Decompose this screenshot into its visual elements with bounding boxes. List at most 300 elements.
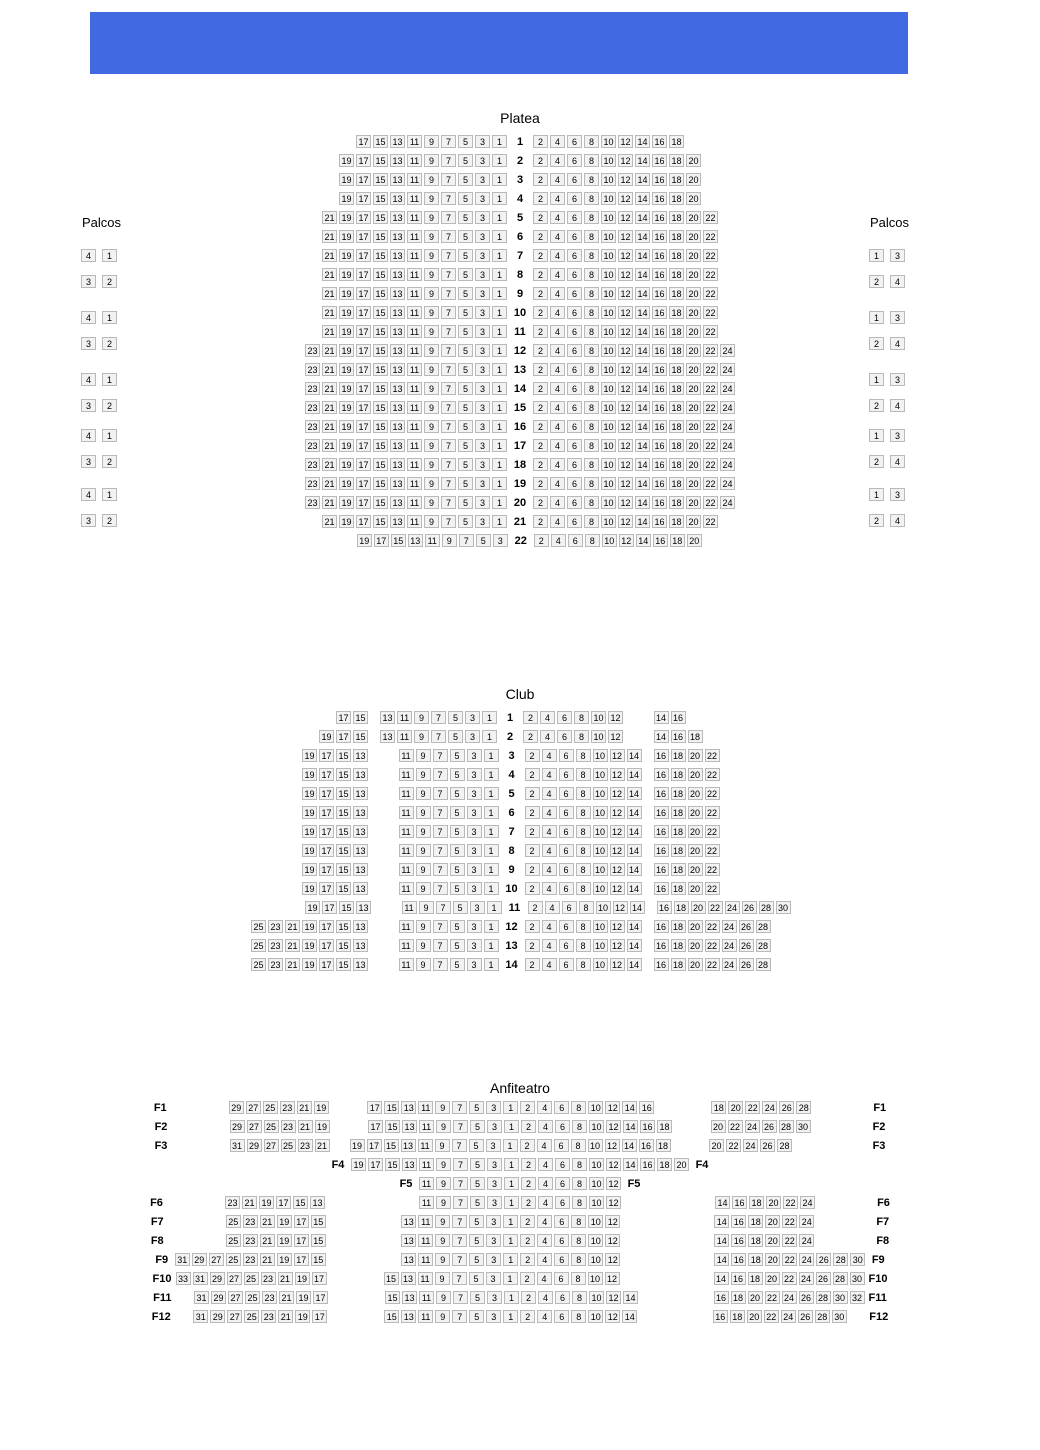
seat[interactable]: 5 (450, 844, 465, 857)
seat[interactable]: 15 (385, 1158, 400, 1171)
seat[interactable]: 10 (593, 844, 608, 857)
seat[interactable]: 26 (816, 1253, 831, 1266)
seat[interactable]: 24 (722, 958, 737, 971)
seat[interactable]: 4 (540, 730, 555, 743)
seat[interactable]: 27 (246, 1101, 261, 1114)
seat[interactable]: 1 (484, 844, 499, 857)
seat[interactable]: 8 (584, 154, 599, 167)
seat[interactable]: 16 (652, 458, 667, 471)
seat[interactable]: 15 (373, 173, 388, 186)
seat[interactable]: 3 (475, 458, 490, 471)
seat[interactable]: 2 (869, 337, 884, 350)
seat[interactable]: 6 (554, 1101, 569, 1114)
seat[interactable]: 22 (745, 1101, 760, 1114)
seat[interactable]: 16 (654, 920, 669, 933)
seat[interactable]: 3 (487, 1291, 502, 1304)
seat[interactable]: 18 (669, 268, 684, 281)
seat[interactable]: 13 (380, 730, 395, 743)
seat[interactable]: 20 (747, 1310, 762, 1323)
seat[interactable]: 4 (550, 325, 565, 338)
seat[interactable]: 9 (424, 173, 439, 186)
seat[interactable]: 11 (407, 268, 422, 281)
seat[interactable]: 13 (402, 1158, 417, 1171)
seat[interactable]: 1 (492, 135, 507, 148)
seat[interactable]: 27 (209, 1253, 224, 1266)
seat[interactable]: 2 (525, 844, 540, 857)
seat[interactable]: 10 (601, 230, 616, 243)
seat[interactable]: 18 (669, 211, 684, 224)
seat[interactable]: 1 (504, 1158, 519, 1171)
seat[interactable]: 2 (533, 344, 548, 357)
seat[interactable]: 13 (353, 825, 368, 838)
seat[interactable]: 16 (657, 901, 672, 914)
seat[interactable]: 25 (226, 1215, 241, 1228)
seat[interactable]: 17 (356, 249, 371, 262)
seat[interactable]: 5 (458, 287, 473, 300)
seat[interactable]: 29 (210, 1272, 225, 1285)
seat[interactable]: 1 (504, 1177, 519, 1190)
seat[interactable]: 6 (568, 534, 583, 547)
seat[interactable]: 12 (606, 1120, 621, 1133)
seat[interactable]: 2 (533, 325, 548, 338)
seat[interactable]: 22 (765, 1291, 780, 1304)
seat[interactable]: 14 (635, 515, 650, 528)
seat[interactable]: 12 (618, 496, 633, 509)
seat[interactable]: 4 (550, 249, 565, 262)
seat[interactable]: 17 (356, 458, 371, 471)
seat[interactable]: 15 (373, 401, 388, 414)
seat[interactable]: 4 (890, 455, 905, 468)
seat[interactable]: 1 (492, 382, 507, 395)
seat[interactable]: 4 (545, 901, 560, 914)
seat[interactable]: 31 (175, 1253, 190, 1266)
seat[interactable]: 12 (606, 1158, 621, 1171)
seat[interactable]: 3 (475, 477, 490, 490)
seat[interactable]: 1 (492, 154, 507, 167)
seat[interactable]: 3 (486, 1253, 501, 1266)
seat[interactable]: 23 (262, 1291, 277, 1304)
seat[interactable]: 2 (521, 1120, 536, 1133)
seat[interactable]: 6 (559, 825, 574, 838)
seat[interactable]: 21 (285, 958, 300, 971)
seat[interactable]: 20 (686, 496, 701, 509)
seat[interactable]: 20 (686, 420, 701, 433)
seat[interactable]: 15 (339, 901, 354, 914)
seat[interactable]: 10 (593, 920, 608, 933)
seat[interactable]: 11 (418, 1310, 433, 1323)
seat[interactable]: 16 (731, 1234, 746, 1247)
seat[interactable]: 10 (593, 882, 608, 895)
seat[interactable]: 6 (567, 287, 582, 300)
seat[interactable]: 11 (419, 1196, 434, 1209)
seat[interactable]: 12 (618, 230, 633, 243)
seat[interactable]: 22 (703, 515, 718, 528)
seat[interactable]: 19 (296, 1291, 311, 1304)
seat[interactable]: 6 (567, 249, 582, 262)
seat[interactable]: 17 (356, 515, 371, 528)
seat[interactable]: 16 (652, 287, 667, 300)
seat[interactable]: 16 (654, 844, 669, 857)
seat[interactable]: 2 (533, 496, 548, 509)
seat[interactable]: 8 (584, 439, 599, 452)
seat[interactable]: 7 (453, 1196, 468, 1209)
seat[interactable]: 3 (487, 1120, 502, 1133)
seat[interactable]: 22 (782, 1234, 797, 1247)
seat[interactable]: 5 (458, 382, 473, 395)
seat[interactable]: 21 (260, 1215, 275, 1228)
seat[interactable]: 25 (226, 1253, 241, 1266)
seat[interactable]: 13 (310, 1196, 325, 1209)
seat[interactable]: 19 (339, 477, 354, 490)
seat[interactable]: 23 (225, 1196, 240, 1209)
seat[interactable]: 26 (816, 1272, 831, 1285)
seat[interactable]: 16 (652, 382, 667, 395)
seat[interactable]: 11 (407, 382, 422, 395)
seat[interactable]: 6 (567, 496, 582, 509)
seat[interactable]: 20 (686, 211, 701, 224)
seat[interactable]: 24 (799, 1272, 814, 1285)
seat[interactable]: 5 (469, 1272, 484, 1285)
seat[interactable]: 17 (319, 825, 334, 838)
seat[interactable]: 33 (176, 1272, 191, 1285)
seat[interactable]: 2 (521, 1196, 536, 1209)
seat[interactable]: 4 (81, 249, 96, 262)
seat[interactable]: 7 (433, 749, 448, 762)
seat[interactable]: 7 (441, 287, 456, 300)
seat[interactable]: 1 (484, 863, 499, 876)
seat[interactable]: 28 (759, 901, 774, 914)
seat[interactable]: 7 (441, 515, 456, 528)
seat[interactable]: 17 (319, 806, 334, 819)
seat[interactable]: 17 (319, 882, 334, 895)
seat[interactable]: 5 (458, 496, 473, 509)
seat[interactable]: 6 (557, 730, 572, 743)
seat[interactable]: 18 (748, 1234, 763, 1247)
seat[interactable]: 9 (436, 1120, 451, 1133)
seat[interactable]: 6 (559, 958, 574, 971)
seat[interactable]: 4 (537, 1215, 552, 1228)
seat[interactable]: 11 (407, 249, 422, 262)
seat[interactable]: 5 (458, 249, 473, 262)
seat[interactable]: 15 (336, 939, 351, 952)
seat[interactable]: 2 (869, 455, 884, 468)
seat[interactable]: 19 (295, 1310, 310, 1323)
seat[interactable]: 22 (703, 477, 718, 490)
seat[interactable]: 14 (622, 1101, 637, 1114)
seat[interactable]: 14 (627, 920, 642, 933)
seat[interactable]: 18 (671, 958, 686, 971)
seat[interactable]: 11 (407, 287, 422, 300)
seat[interactable]: 15 (373, 496, 388, 509)
seat[interactable]: 6 (555, 1291, 570, 1304)
seat[interactable]: 6 (567, 420, 582, 433)
seat[interactable]: 25 (251, 920, 266, 933)
seat[interactable]: 3 (487, 1196, 502, 1209)
seat[interactable]: 6 (567, 325, 582, 338)
seat[interactable]: 4 (537, 1234, 552, 1247)
seat[interactable]: 2 (520, 1272, 535, 1285)
seat[interactable]: 2 (520, 1215, 535, 1228)
seat[interactable]: 11 (419, 1177, 434, 1190)
seat[interactable]: 12 (618, 382, 633, 395)
seat[interactable]: 4 (550, 344, 565, 357)
seat[interactable]: 15 (336, 920, 351, 933)
seat[interactable]: 3 (475, 192, 490, 205)
seat[interactable]: 20 (686, 325, 701, 338)
seat[interactable]: 12 (618, 401, 633, 414)
seat[interactable]: 5 (470, 1158, 485, 1171)
seat[interactable]: 13 (401, 1215, 416, 1228)
seat[interactable]: 11 (407, 496, 422, 509)
seat[interactable]: 10 (601, 154, 616, 167)
seat[interactable]: 6 (559, 882, 574, 895)
seat[interactable]: 14 (636, 534, 651, 547)
seat[interactable]: 18 (731, 1291, 746, 1304)
seat[interactable]: 15 (373, 287, 388, 300)
seat[interactable]: 1 (102, 429, 117, 442)
seat[interactable]: 16 (652, 268, 667, 281)
seat[interactable]: 3 (470, 901, 485, 914)
seat[interactable]: 11 (407, 135, 422, 148)
seat[interactable]: 10 (593, 806, 608, 819)
seat[interactable]: 21 (322, 268, 337, 281)
seat[interactable]: 4 (550, 477, 565, 490)
seat[interactable]: 1 (504, 1291, 519, 1304)
seat[interactable]: 5 (458, 325, 473, 338)
seat[interactable]: 14 (635, 173, 650, 186)
seat[interactable]: 16 (639, 1101, 654, 1114)
seat[interactable]: 21 (322, 249, 337, 262)
seat[interactable]: 17 (356, 154, 371, 167)
seat[interactable]: 17 (319, 920, 334, 933)
seat[interactable]: 8 (584, 325, 599, 338)
seat[interactable]: 11 (418, 1234, 433, 1247)
seat[interactable]: 10 (601, 439, 616, 452)
seat[interactable]: 13 (356, 901, 371, 914)
seat[interactable]: 14 (714, 1253, 729, 1266)
seat[interactable]: 14 (715, 1196, 730, 1209)
seat[interactable]: 6 (559, 768, 574, 781)
seat[interactable]: 12 (605, 1310, 620, 1323)
seat[interactable]: 17 (319, 863, 334, 876)
seat[interactable]: 8 (576, 882, 591, 895)
seat[interactable]: 17 (356, 401, 371, 414)
seat[interactable]: 9 (424, 192, 439, 205)
seat[interactable]: 6 (559, 844, 574, 857)
seat[interactable]: 19 (302, 787, 317, 800)
seat[interactable]: 28 (796, 1101, 811, 1114)
seat[interactable]: 5 (469, 1234, 484, 1247)
seat[interactable]: 18 (669, 363, 684, 376)
seat[interactable]: 6 (567, 230, 582, 243)
seat[interactable]: 16 (652, 325, 667, 338)
seat[interactable]: 3 (475, 363, 490, 376)
seat[interactable]: 5 (450, 806, 465, 819)
seat[interactable]: 9 (424, 268, 439, 281)
seat[interactable]: 15 (373, 154, 388, 167)
seat[interactable]: 5 (458, 306, 473, 319)
seat[interactable]: 3 (467, 844, 482, 857)
seat[interactable]: 19 (339, 344, 354, 357)
seat[interactable]: 20 (686, 458, 701, 471)
seat[interactable]: 6 (567, 458, 582, 471)
seat[interactable]: 19 (302, 825, 317, 838)
seat[interactable]: 18 (669, 344, 684, 357)
seat[interactable]: 19 (319, 730, 334, 743)
seat[interactable]: 14 (635, 135, 650, 148)
seat[interactable]: 1 (869, 373, 884, 386)
seat[interactable]: 13 (390, 287, 405, 300)
seat[interactable]: 30 (832, 1310, 847, 1323)
seat[interactable]: 13 (401, 1139, 416, 1152)
seat[interactable]: 3 (467, 958, 482, 971)
seat[interactable]: 6 (554, 1234, 569, 1247)
seat[interactable]: 24 (799, 1215, 814, 1228)
seat[interactable]: 15 (373, 249, 388, 262)
seat[interactable]: 7 (441, 439, 456, 452)
seat[interactable]: 24 (720, 363, 735, 376)
seat[interactable]: 16 (640, 1120, 655, 1133)
seat[interactable]: 8 (584, 135, 599, 148)
seat[interactable]: 4 (542, 882, 557, 895)
seat[interactable]: 4 (542, 787, 557, 800)
seat[interactable]: 1 (492, 192, 507, 205)
seat[interactable]: 1 (484, 768, 499, 781)
seat[interactable]: 2 (525, 787, 540, 800)
seat[interactable]: 21 (322, 458, 337, 471)
seat[interactable]: 3 (81, 514, 96, 527)
seat[interactable]: 17 (319, 768, 334, 781)
seat[interactable]: 10 (601, 268, 616, 281)
seat[interactable]: 6 (567, 401, 582, 414)
seat[interactable]: 15 (385, 1291, 400, 1304)
seat[interactable]: 5 (450, 882, 465, 895)
seat[interactable]: 12 (606, 1196, 621, 1209)
seat[interactable]: 4 (890, 337, 905, 350)
seat[interactable]: 26 (760, 1139, 775, 1152)
seat[interactable]: 20 (686, 439, 701, 452)
seat[interactable]: 22 (703, 363, 718, 376)
seat[interactable]: 28 (815, 1310, 830, 1323)
seat[interactable]: 24 (720, 439, 735, 452)
seat[interactable]: 14 (627, 939, 642, 952)
seat[interactable]: 3 (467, 806, 482, 819)
seat[interactable]: 1 (492, 249, 507, 262)
seat[interactable]: 18 (669, 477, 684, 490)
seat[interactable]: 22 (705, 806, 720, 819)
seat[interactable]: 7 (433, 863, 448, 876)
seat[interactable]: 3 (475, 211, 490, 224)
seat[interactable]: 12 (613, 901, 628, 914)
seat[interactable]: 3 (486, 1234, 501, 1247)
seat[interactable]: 11 (407, 211, 422, 224)
seat[interactable]: 21 (322, 363, 337, 376)
seat[interactable]: 8 (571, 1101, 586, 1114)
seat[interactable]: 14 (627, 844, 642, 857)
seat[interactable]: 9 (435, 1139, 450, 1152)
seat[interactable]: 9 (416, 749, 431, 762)
seat[interactable]: 9 (442, 534, 457, 547)
seat[interactable]: 21 (322, 420, 337, 433)
seat[interactable]: 6 (554, 1272, 569, 1285)
seat[interactable]: 6 (567, 306, 582, 319)
seat[interactable]: 9 (436, 1158, 451, 1171)
seat[interactable]: 9 (424, 287, 439, 300)
seat[interactable]: 14 (635, 325, 650, 338)
seat[interactable]: 30 (796, 1120, 811, 1133)
seat[interactable]: 10 (602, 534, 617, 547)
seat[interactable]: 20 (686, 230, 701, 243)
seat[interactable]: 22 (705, 920, 720, 933)
seat[interactable]: 7 (441, 496, 456, 509)
seat[interactable]: 8 (584, 230, 599, 243)
seat[interactable]: 15 (373, 477, 388, 490)
seat[interactable]: 18 (669, 230, 684, 243)
seat[interactable]: 14 (635, 420, 650, 433)
seat[interactable]: 4 (538, 1120, 553, 1133)
seat[interactable]: 20 (688, 749, 703, 762)
seat[interactable]: 12 (618, 477, 633, 490)
seat[interactable]: 3 (467, 787, 482, 800)
seat[interactable]: 12 (606, 1177, 621, 1190)
seat[interactable]: 22 (705, 882, 720, 895)
seat[interactable]: 20 (686, 173, 701, 186)
seat[interactable]: 5 (470, 1120, 485, 1133)
seat[interactable]: 3 (475, 173, 490, 186)
seat[interactable]: 6 (567, 439, 582, 452)
seat[interactable]: 14 (630, 901, 645, 914)
seat[interactable]: 9 (416, 844, 431, 857)
seat[interactable]: 4 (542, 749, 557, 762)
seat[interactable]: 18 (671, 787, 686, 800)
seat[interactable]: 17 (368, 1120, 383, 1133)
seat[interactable]: 22 (705, 768, 720, 781)
seat[interactable]: 10 (589, 1291, 604, 1304)
seat[interactable]: 14 (635, 211, 650, 224)
seat[interactable]: 14 (635, 287, 650, 300)
seat[interactable]: 30 (776, 901, 791, 914)
seat[interactable]: 17 (319, 787, 334, 800)
seat[interactable]: 18 (669, 458, 684, 471)
seat[interactable]: 5 (450, 920, 465, 933)
seat[interactable]: 13 (401, 1310, 416, 1323)
seat[interactable]: 7 (453, 1177, 468, 1190)
seat[interactable]: 10 (593, 787, 608, 800)
seat[interactable]: 10 (588, 1139, 603, 1152)
seat[interactable]: 5 (458, 363, 473, 376)
seat[interactable]: 16 (652, 154, 667, 167)
seat[interactable]: 12 (605, 1215, 620, 1228)
seat[interactable]: 24 (782, 1291, 797, 1304)
seat[interactable]: 26 (739, 939, 754, 952)
seat[interactable]: 5 (450, 768, 465, 781)
seat[interactable]: 14 (635, 249, 650, 262)
seat[interactable]: 12 (618, 287, 633, 300)
seat[interactable]: 4 (550, 173, 565, 186)
seat[interactable]: 2 (521, 1177, 536, 1190)
seat[interactable]: 4 (551, 534, 566, 547)
seat[interactable]: 1 (492, 496, 507, 509)
seat[interactable]: 19 (302, 768, 317, 781)
seat[interactable]: 16 (714, 1291, 729, 1304)
seat[interactable]: 8 (572, 1177, 587, 1190)
seat[interactable]: 9 (424, 420, 439, 433)
seat[interactable]: 24 (743, 1139, 758, 1152)
seat[interactable]: 1 (484, 806, 499, 819)
seat[interactable]: 1 (503, 1272, 518, 1285)
seat[interactable]: 16 (654, 768, 669, 781)
seat[interactable]: 3 (890, 488, 905, 501)
